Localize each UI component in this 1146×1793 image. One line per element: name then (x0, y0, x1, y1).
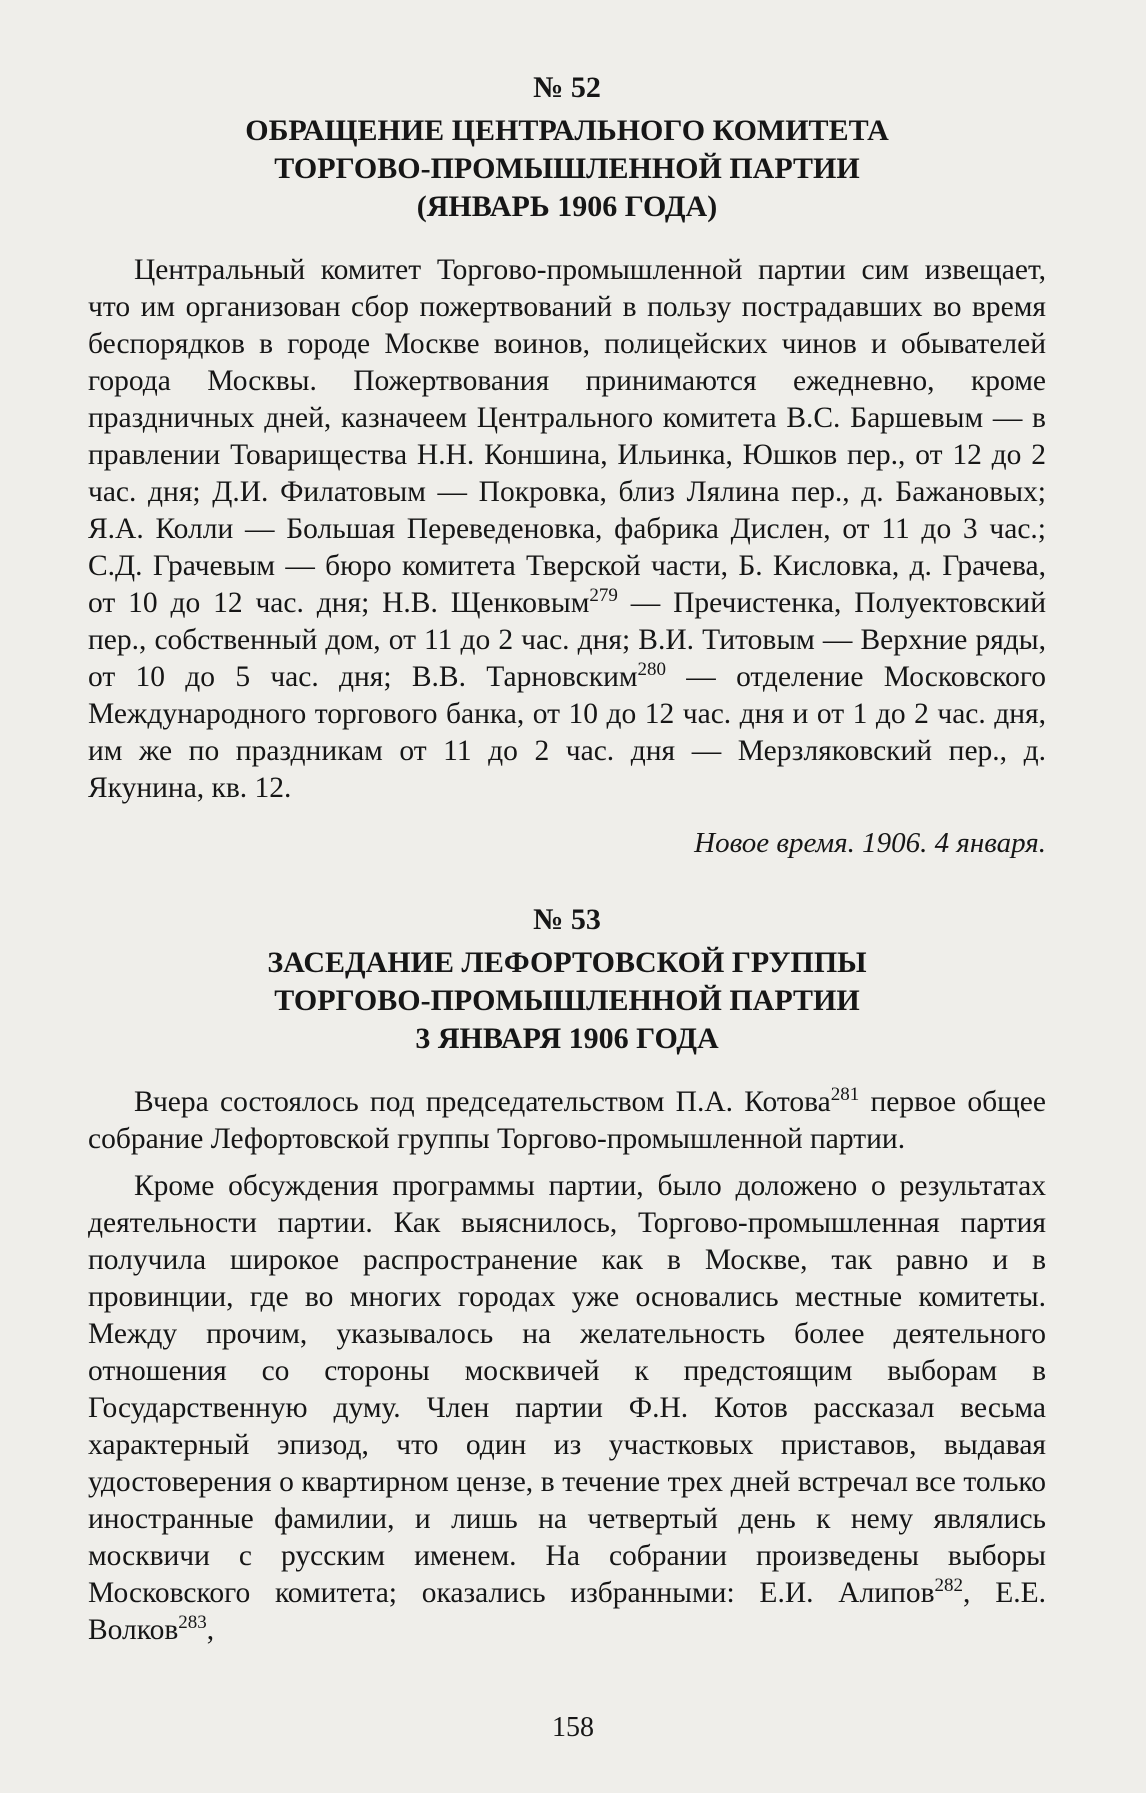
title-line: ТОРГОВО-ПРОМЫШЛЕННОЙ ПАРТИИ (274, 984, 860, 1017)
text-run: Кроме обсуждения программы партии, было доложено о результатах деятельности партии. Как выяснилось, Торгово-промышленная партия получила широкое распространение как в Москве, так равно и в провинции, где во многих городах уже основались местные комитеты. Между прочим, указывалось на желательность более деятельного отношения со стороны москвичей к предстоящим выборам в Государственную думу. Член партии Ф.Н. Котов рассказал весьма характерный эпизод, что один из участковых приставов, выдавая удостоверения о квартирном цензе, в течение трех дней встречал все только иностранные фамилии, и лишь на четвертый день к нему являлись москвичи с русским именем. На собрании произведены выборы Московского комитета; оказались избранными: Е.И. Алипов (88, 1170, 1046, 1609)
text-run: первое общее собрание Лефортовской группы Торгово-промышленной партии. (88, 1086, 1046, 1155)
document-53-paragraph-1 (88, 1084, 1046, 1158)
footnote-ref: 280 (637, 659, 667, 681)
footnote-ref: 282 (934, 1575, 964, 1597)
text-run: — Пречистенка, Полуектовский пер., собственный дом, от 11 до 2 час. дня; В.И. Титовым — Верхние ряды, от 10 до 5 час. дня; В.В. Тарновским (88, 587, 1046, 693)
text-run: — отделение Московского Международного торгового банка, от 10 до 12 час. дня и от 1 до 2 час. дня, им же по праздникам от 11 до 2 час. дня — Мерзляковский пер., д. Якунина, кв. 12. (88, 661, 1046, 804)
document-53-paragraph-2 (88, 1168, 1046, 1649)
page-number: 158 (552, 1712, 594, 1743)
document-title-53 (88, 944, 1046, 1058)
text-run: Вчера состоялось под председательством П.А. Котова (134, 1086, 831, 1118)
footnote-ref: 283 (178, 1612, 207, 1634)
footnote-ref: 281 (830, 1084, 860, 1106)
title-line: ЗАСЕДАНИЕ ЛЕФОРТОВСКОЙ ГРУППЫ (267, 946, 867, 979)
source-citation: Новое время. 1906. 4 января. (694, 827, 1046, 859)
text-run: , (206, 1614, 215, 1646)
document-number-53: № 53 (533, 903, 601, 936)
footnote-ref: 279 (589, 585, 618, 607)
title-line: (ЯНВАРЬ 1906 ГОДА) (416, 190, 718, 223)
document-title-52 (88, 112, 1046, 226)
text-run: Центральный комитет Торгово-промышленной партии сим извещает, что им организован сбор пожертвований в пользу пострадавших во время беспорядков в городе Москве воинов, полицейских чинов и обывателей города Москвы. Пожертвования принимаются ежедневно, кроме праздничных дней, казначеем Центрального комитета В.С. Баршевым — в правлении Товарищества Н.Н. Коншина, Ильинка, Юшков пер., от 12 до 2 час. дня; Д.И. Филатовым — Покровка, близ Лялина пер., д. Бажановых; Я.А. Колли — Большая Переведеновка, фабрика Дислен, от 11 до 3 час.; С.Д. Грачевым — бюро комитета Тверской части, Б. Кисловка, д. Грачева, от 10 до 12 час. дня; Н.В. Щенковым (88, 254, 1046, 619)
text-run: , Е.Е. Волков (88, 1577, 1046, 1646)
document-52-body (88, 252, 1046, 807)
title-line: ОБРАЩЕНИЕ ЦЕНТРАЛЬНОГО КОМИТЕТА (245, 114, 889, 147)
title-line: 3 ЯНВАРЯ 1906 ГОДА (415, 1022, 719, 1055)
title-line: ТОРГОВО-ПРОМЫШЛЕННОЙ ПАРТИИ (274, 152, 860, 185)
document-number-52: № 52 (533, 71, 601, 104)
